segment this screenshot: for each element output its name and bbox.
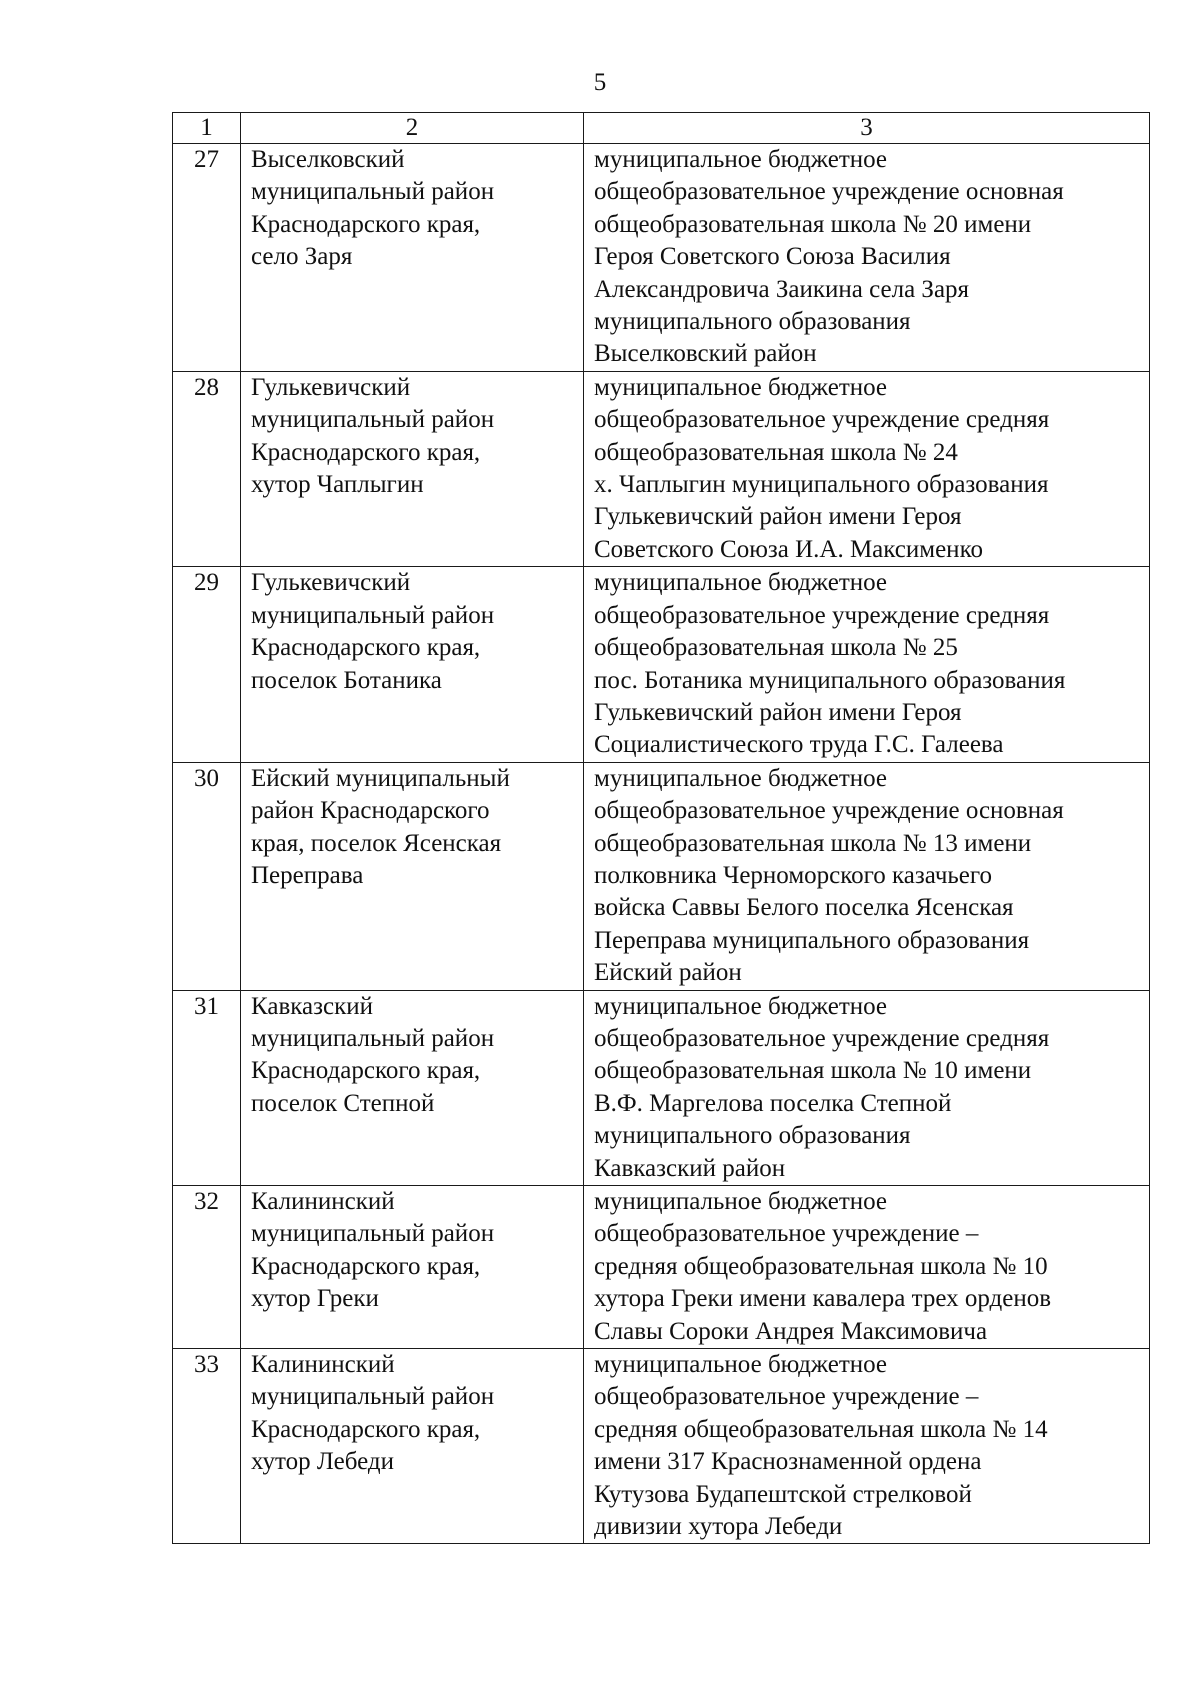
territory-text: Ейский муниципальный район Краснодарского края, поселок Ясенская Переправа [251, 764, 510, 889]
territory-cell [241, 144, 584, 372]
table-row [173, 144, 1150, 372]
territory-cell [241, 762, 584, 990]
institution-cell [584, 1349, 1150, 1544]
territory-cell [241, 1186, 584, 1349]
institution-cell [584, 990, 1150, 1185]
document-table [172, 112, 1150, 1544]
territory-cell [241, 990, 584, 1185]
row-number: 33 [173, 1349, 241, 1544]
table-row [173, 762, 1150, 990]
territory-cell [241, 371, 584, 566]
territory-cell [241, 567, 584, 762]
table-row [173, 567, 1150, 762]
institution-text: муниципальное бюджетное общеобразовательное учреждение средняя общеобразовательная школа № 25 пос. Ботаника муниципального образования Гулькевичский район имени Героя Социалистического труда Г.С. Галеева [594, 569, 1066, 759]
institution-text: муниципальное бюджетное общеобразовательное учреждение средняя общеобразовательная школа № 24 х. Чаплыгин муниципального образования Гулькевичский район имени Героя Советского Союза И.А. Максименко [594, 373, 1050, 563]
territory-cell [241, 1349, 584, 1544]
institution-text: муниципальное бюджетное общеобразовательное учреждение средняя общеобразовательная школа № 10 имени В.Ф. Маргелова поселка Степной муниципального образования Кавказский район [594, 992, 1050, 1182]
table-row [173, 1349, 1150, 1544]
column-header-2: 2 [241, 113, 584, 144]
territory-text: Кавказский муниципальный район Краснодарского края, поселок Степной [251, 992, 495, 1117]
institution-cell [584, 371, 1150, 566]
institution-text: муниципальное бюджетное общеобразовательное учреждение основная общеобразовательная школа № 20 имени Героя Советского Союза Василия Александровича Заикина села Заря муниципального образования Выселковский район [594, 146, 1064, 368]
row-number: 28 [173, 371, 241, 566]
institution-cell [584, 144, 1150, 372]
page-number: 5 [593, 69, 607, 96]
institution-text: муниципальное бюджетное общеобразовательное учреждение – средняя общеобразовательная школа № 10 хутора Греки имени кавалера трех орденов Славы Сороки Андрея Максимовича [594, 1188, 1052, 1345]
row-number: 30 [173, 762, 241, 990]
institution-cell [584, 567, 1150, 762]
territory-text: Гулькевичский муниципальный район Краснодарского края, хутор Чаплыгин [251, 373, 495, 499]
institution-cell [584, 1186, 1150, 1349]
column-header-3: 3 [584, 113, 1150, 144]
row-number: 29 [173, 567, 241, 762]
table-row [173, 990, 1150, 1185]
territory-text: Гулькевичский муниципальный район Краснодарского края, поселок Ботаника [251, 569, 495, 694]
institution-text: муниципальное бюджетное общеобразовательное учреждение основная общеобразовательная школа № 13 имени полковника Черноморского казачьего войска Саввы Белого поселка Ясенская Переправа муниципального образования Ейский район [594, 764, 1064, 987]
institution-text: муниципальное бюджетное общеобразовательное учреждение – средняя общеобразовательная школа № 14 имени 317 Краснознаменной ордена Кутузова Будапештской стрелковой дивизии хутора Лебеди [594, 1351, 1048, 1541]
territory-text: Калининский муниципальный район Краснодарского края, хутор Греки [251, 1188, 495, 1313]
table-header-row [173, 113, 1150, 144]
row-number: 31 [173, 990, 241, 1185]
institution-cell [584, 762, 1150, 990]
territory-text: Выселковский муниципальный район Краснодарского края, село Заря [251, 146, 495, 271]
table-row [173, 371, 1150, 566]
territory-text: Калининский муниципальный район Краснодарского края, хутор Лебеди [251, 1351, 495, 1476]
column-header-1: 1 [173, 113, 241, 144]
row-number: 27 [173, 144, 241, 372]
row-number: 32 [173, 1186, 241, 1349]
table-row [173, 1186, 1150, 1349]
